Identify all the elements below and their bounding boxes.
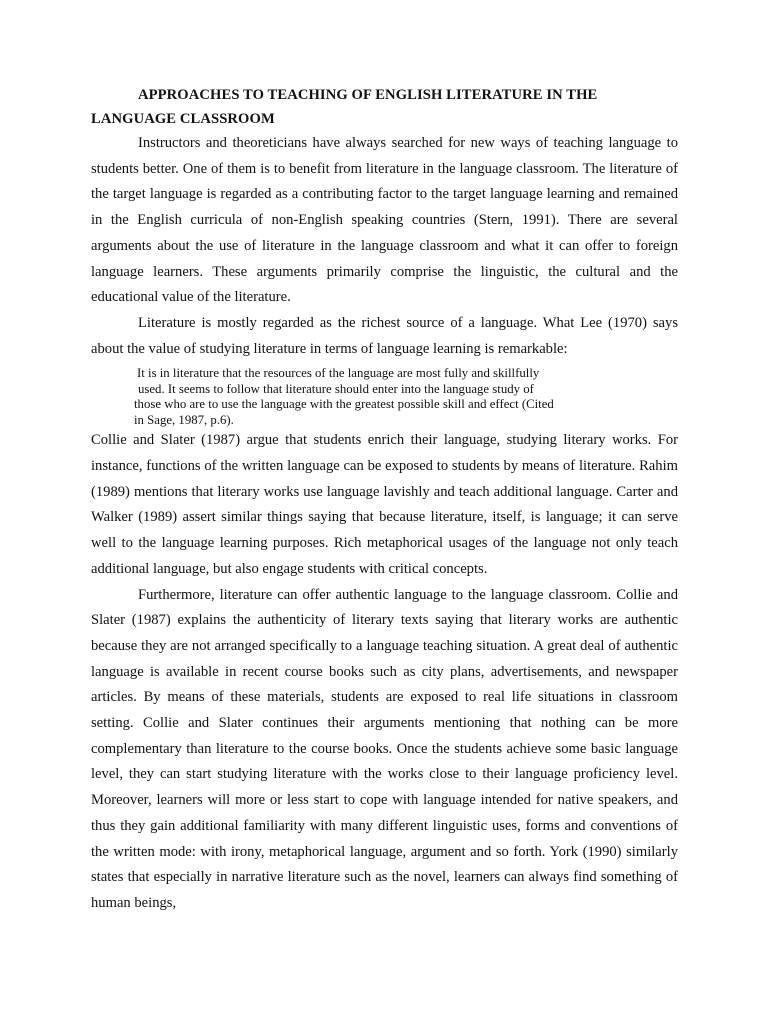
paragraph-1: Instructors and theoreticians have always searched for new ways of teaching language to students better. One of them is to benefit from literature in the language classroom. The literature of the target language is regarded as a contributing factor to the target language learning and remained in the English curricula of non-English speaking countries (Stern, 1991). There are several arguments about the use of literature in the language classroom and what it can offer to foreign language learners. These arguments primarily comprise the linguistic, the cultural and the educational value of the literature. xyxy=(91,135,678,306)
block-quote xyxy=(91,366,614,428)
paragraph-2: Literature is mostly regarded as the richest source of a language. What Lee (1970) says about the value of studying literature in terms of language learning is remarkable: xyxy=(91,314,678,357)
quote-line: used. It seems to follow that literature should enter into the language study of xyxy=(138,381,534,396)
title-line-1 xyxy=(91,83,678,107)
quote-line: in Sage, 1987, p.6). xyxy=(134,412,234,427)
quote-line: It is in literature that the resources of the language are most fully and skillfully xyxy=(137,366,540,381)
quote-line: those who are to use the language with the greatest possible skill and effect (Cited xyxy=(134,397,554,412)
paragraph-4: Furthermore, literature can offer authentic language to the language classroom. Collie and Slater (1987) explains the authenticity of literary texts saying that literary works are authentic because they are not arranged specifically to a language teaching situation. A great deal of authentic language is available in recent course books such as city plans, advertisements, and newspaper articles. By means of these materials, students are exposed to real life situations in classroom setting. Collie and Slater continues their arguments mentioning that nothing can be more complementary than literature to the course books. Once the students achieve some basic language level, they can start studying literature with the works close to their language proficiency level. Moreover, learners will more or less start to cope with language intended for native speakers, and thus they gain additional familiarity with many different linguistic uses, forms and conventions of the written mode: with irony, metaphorical language, argument and so forth. York (1990) similarly states that especially in narrative literature such as the novel, learners can always find something of human beings, xyxy=(91,586,678,911)
document-title xyxy=(91,83,678,131)
title-line-1-text: APPROACHES TO TEACHING OF ENGLISH LITERATURE IN THE xyxy=(138,87,598,103)
document-page xyxy=(91,83,678,917)
paragraph-3: Collie and Slater (1987) argue that students enrich their language, studying literary works. For instance, functions of the written language can be exposed to students by means of literature. Rahim (1989) mentions that literary works use language lavishly and teach additional language. Carter and Walker (1989) assert similar things saying that because literature, itself, is language; it can serve well to the language learning purposes. Rich metaphorical usages of the language not only teach additional language, but also engage students with critical concepts. xyxy=(91,432,678,577)
title-line-2: LANGUAGE CLASSROOM xyxy=(91,111,275,127)
